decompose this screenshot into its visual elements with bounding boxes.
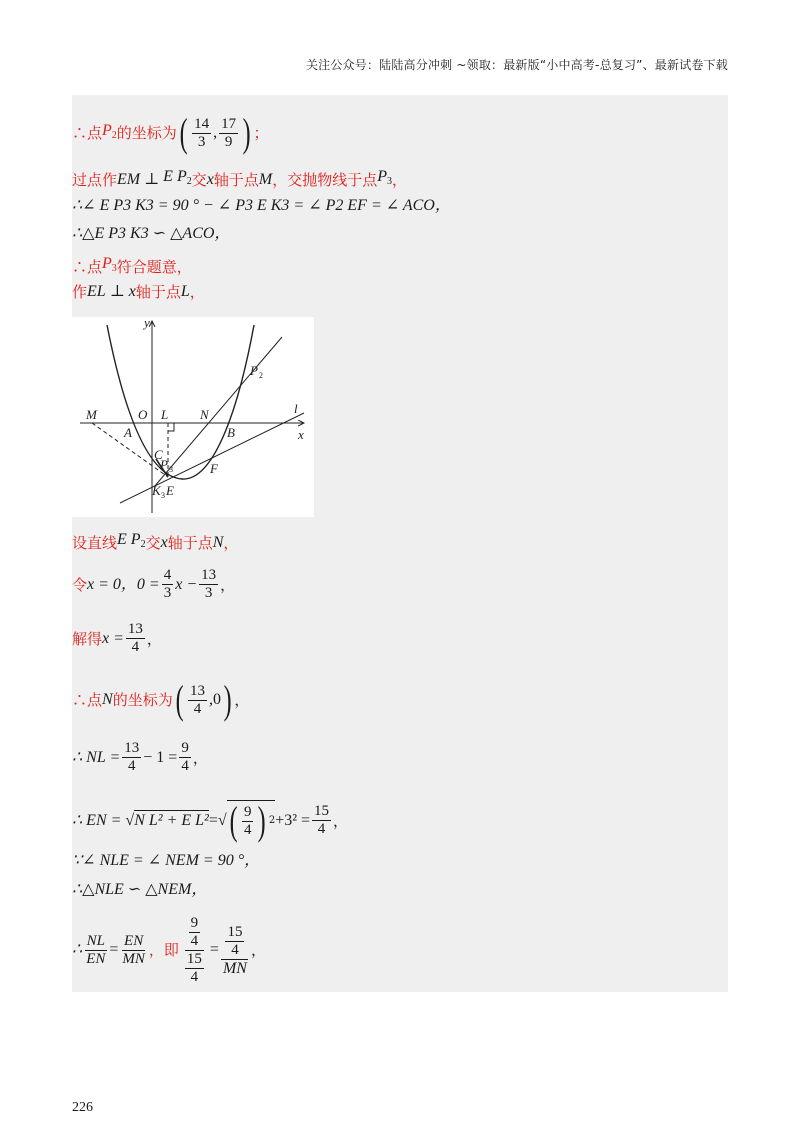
line-similar-nle-nem: [72, 880, 207, 900]
left-paren: (: [175, 677, 184, 722]
right-paren: ): [223, 677, 232, 722]
text: ∴点: [72, 691, 103, 709]
label-k3: K: [152, 483, 161, 498]
text: 过点作: [72, 170, 118, 189]
right-paren: ): [242, 110, 251, 155]
text: ，: [189, 283, 205, 301]
text: x = 0，0 =: [87, 575, 160, 593]
text: ，: [234, 691, 250, 709]
label-y: y: [144, 317, 150, 330]
label-l-point: L: [161, 407, 169, 422]
text: ，: [223, 533, 239, 552]
line-angle-equation: [72, 196, 451, 216]
line-solve-x: [72, 621, 162, 656]
complex-fraction: $\frac{\frac{15}{4}}{MN}$: [222, 923, 247, 977]
radicand: ( $\frac{9}{4}$ ) 2: [227, 800, 276, 841]
label-k3-sub: 3: [161, 491, 165, 500]
label-x: x: [298, 427, 304, 442]
fraction: $\frac{NL}{EN}$: [86, 932, 106, 967]
text: N: [102, 691, 113, 708]
text: 的坐标为: [116, 124, 177, 142]
text: x −: [175, 575, 198, 593]
fraction: $\frac{9}{4}$: [243, 803, 252, 838]
text: ∴ NL =: [72, 748, 121, 766]
text: ∴ EN =: [72, 811, 122, 829]
fraction: $\frac{13}{4}$: [124, 740, 140, 774]
math-p2: $P_2$: [102, 121, 117, 141]
text: 令: [72, 575, 88, 594]
page-number: 226: [72, 1100, 93, 1115]
text: 轴于点: [135, 283, 181, 301]
text: ，: [250, 941, 266, 959]
text: ∴△NLE ∽ △NEM，: [72, 881, 208, 898]
label-p3-sub: 3: [169, 465, 173, 474]
fraction: $\frac{13}{4}$: [190, 682, 206, 717]
line-set-ep2: 设直线 E $P_2$ 交 x 轴于点 N ，: [72, 531, 239, 552]
fraction: $\frac{13}{4}$: [127, 621, 143, 655]
text: 轴于点: [167, 533, 213, 552]
text: 设直线: [72, 533, 118, 552]
label-f: F: [210, 461, 218, 476]
text: ∵∠ NLE = ∠ NEM = 90 °，: [72, 852, 261, 869]
text: ，: [391, 170, 407, 189]
text: ，即: [148, 941, 179, 959]
parabola-diagram: [72, 317, 314, 517]
line-ratio: ∴ $\frac{NL}{EN}$ = $\frac{EN}{MN}$ ，即 $\frac{\frac{9}{4}}{\frac{15}{4}}$ = $\frac{\frac{15}{4}}{MN}$ ，: [72, 914, 266, 985]
text: 交: [191, 170, 207, 189]
line-l: [120, 413, 304, 503]
label-p2: P: [250, 363, 258, 378]
text: ，: [333, 811, 349, 830]
complex-fraction: $\frac{\frac{9}{4}}{\frac{15}{4}}$: [181, 915, 208, 986]
text: ，: [146, 629, 162, 648]
line-construct-em: 过点作 EM ⊥ E $P_2$ 交 x 轴于点 M ，交抛物线于点 $P_3$ ，: [72, 168, 407, 189]
text: x =: [102, 629, 124, 647]
line-en-length: ∴ EN = √ N L² + E L² = √ ( $\frac{9}{4}$ ) 2 +3² = $\frac{15}{4}$ ，: [72, 798, 349, 843]
line-construct-el: 作 EL ⊥ x 轴于点 L ，: [72, 283, 205, 301]
text: 交: [145, 533, 161, 552]
text: =: [109, 941, 119, 958]
text: ，交抛物线于点: [272, 170, 378, 189]
label-n: N: [200, 407, 209, 422]
page-header: 关注公众号：陆陆高分冲刺 ~领取：最新版“小中高考-总复习”、最新试卷下载: [305, 58, 728, 72]
text: − 1 =: [143, 748, 178, 766]
text: ∴点: [72, 124, 103, 142]
text: +3² =: [275, 811, 311, 829]
fraction: $\frac{13}{3}$: [201, 567, 217, 601]
label-line-l: l: [294, 401, 298, 416]
text: ,0: [209, 691, 222, 708]
text: 作: [72, 283, 88, 301]
text: ，: [192, 748, 208, 767]
fraction: $\frac{14}{3}$: [194, 115, 210, 150]
text: ∴△E P3 K3 ∽ △ACO，: [72, 225, 231, 242]
text: 解得: [72, 629, 103, 648]
label-e: E: [166, 483, 174, 498]
right-angle-mark: [168, 423, 174, 431]
solution-panel: [72, 95, 728, 992]
text: ∴∠ E P3 K3 = 90 ° − ∠ P3 E K3 = ∠ P2 EF = ∠ ACO，: [72, 197, 451, 214]
fraction: $\frac{9}{4}$: [181, 740, 189, 774]
line-similar-triangles: [72, 224, 230, 244]
text: 轴于点: [213, 170, 259, 189]
text: ，: [220, 575, 236, 594]
text: 符合题意，: [116, 257, 192, 276]
text: ∴点: [72, 257, 103, 276]
line-p2-coordinates: ∴点 $P_2$ 的坐标为 ( $\frac{14}{3}$ , $\frac{17}{9}$ ) ；: [72, 110, 269, 155]
line-p3-valid: ∴点 $P_3$ 符合题意，: [72, 255, 192, 276]
line-nl-length: [72, 740, 208, 775]
line-let-x: [72, 567, 235, 602]
line-n-coordinates: [72, 677, 250, 722]
text: ；: [253, 124, 269, 142]
text: 的坐标为: [112, 691, 173, 709]
fraction: $\frac{4}{3}$: [163, 567, 172, 601]
left-paren: (: [179, 110, 188, 155]
fraction: $\frac{EN}{MN}$: [122, 932, 145, 967]
text: =: [208, 811, 218, 829]
text: ∴: [72, 941, 83, 958]
label-b: B: [227, 425, 235, 440]
fraction: $\frac{17}{9}$: [221, 115, 237, 150]
line-ep2: [154, 337, 282, 487]
label-p2-sub: 2: [259, 371, 263, 380]
label-m: M: [86, 407, 97, 422]
text: N L² + E L²: [134, 812, 209, 829]
fraction: $\frac{15}{4}$: [314, 803, 330, 837]
line-right-angles: [72, 851, 260, 871]
label-p3: P: [160, 457, 168, 472]
label-c: C: [154, 447, 163, 462]
label-a: A: [124, 425, 132, 440]
label-o: O: [138, 407, 148, 422]
diagram-svg: [72, 317, 314, 517]
